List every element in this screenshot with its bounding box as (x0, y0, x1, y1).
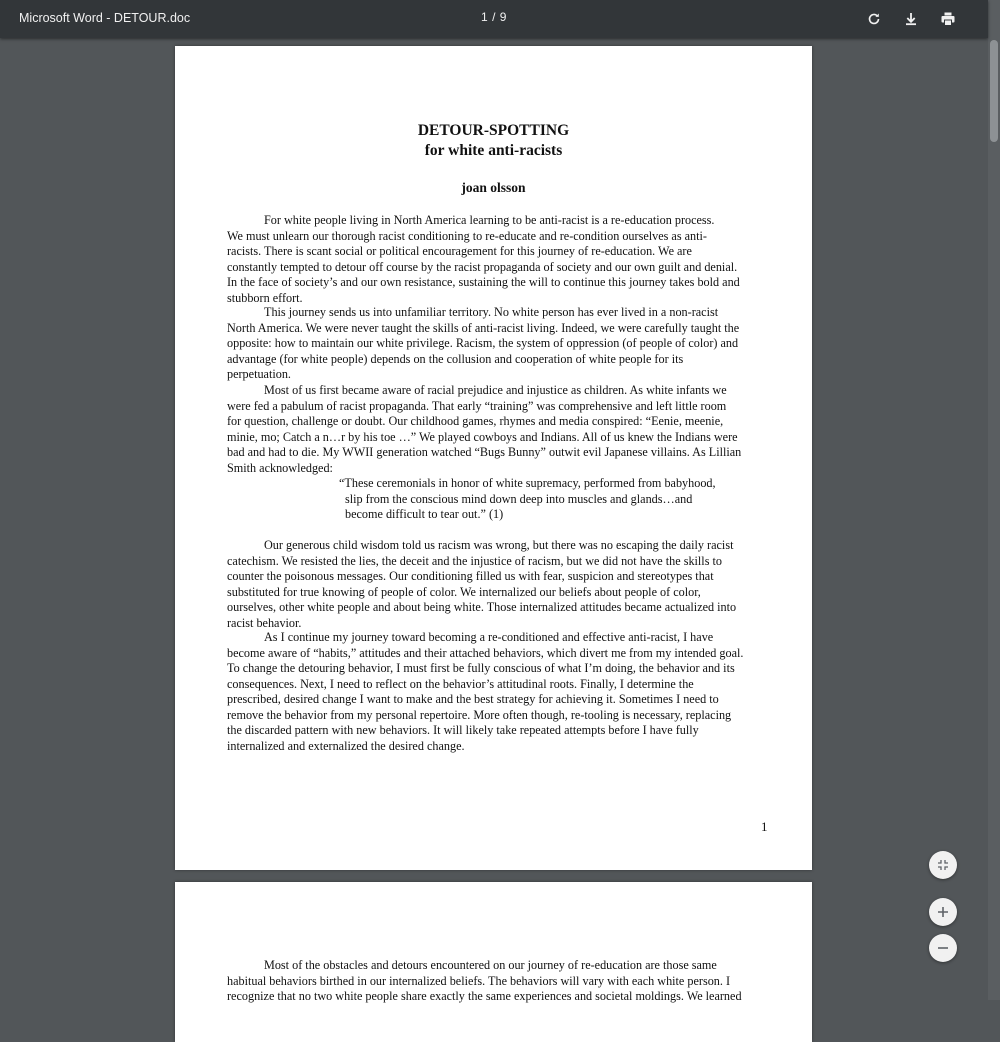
document-subheading: for white anti-racists (424, 142, 563, 159)
text-line: racist behavior. (227, 615, 302, 630)
download-icon (903, 11, 919, 27)
document-heading: DETOUR-SPOTTING (417, 122, 570, 139)
document-page-1 (175, 46, 812, 870)
text-line: were fed a pabulum of racist propaganda. That early “training” was comprehensive and left little room (227, 398, 727, 413)
zoom-out-button[interactable] (929, 934, 957, 962)
block-quote (339, 476, 769, 523)
text-line: Smith acknowledged: (227, 460, 333, 475)
rotate-button[interactable] (861, 6, 887, 32)
text-line: Most of us first became aware of racial prejudice and injustice as children. As white infants we (264, 383, 727, 397)
text-line: perpetuation. (227, 367, 291, 381)
document-page-2 (175, 882, 812, 1042)
paragraph-2 (227, 305, 772, 383)
pdf-toolbar (0, 0, 988, 38)
paragraph-1 (227, 213, 772, 306)
vertical-scrollbar[interactable] (988, 0, 1000, 1000)
text-line: become difficult to tear out.” (1) (345, 507, 504, 521)
zoom-in-button[interactable] (929, 898, 957, 926)
paragraph-3 (227, 383, 772, 476)
text-line: stubborn effort. (227, 290, 303, 305)
page2-paragraph-1 (227, 958, 772, 1005)
print-icon (940, 11, 956, 27)
text-line: counter the poisonous messages. Our conditioning filled us with fear, suspicion and stereotypes that (227, 569, 714, 583)
text-line: constantly tempted to detour off course by the racist propaganda of society and our own guilt and denial. (227, 259, 738, 274)
paragraph-5 (227, 630, 772, 754)
text-line: Most of the obstacles and detours encountered on our journey of re-education are those same (264, 958, 717, 972)
rotate-icon (866, 11, 882, 27)
author-name: joan olsson (461, 180, 526, 195)
text-line: slip from the conscious mind down deep into muscles and glands…and (345, 491, 693, 506)
page-separator: / (492, 10, 496, 24)
text-line: In the face of society’s and our own resistance, sustaining the will to continue this journey takes bold and (227, 275, 740, 289)
text-line: habitual behaviors birthed in our internalized beliefs. The behaviors will vary with each white person. I (227, 973, 731, 988)
fit-to-page-button[interactable] (929, 851, 957, 879)
text-line: “These ceremonials in honor of white supremacy, performed from babyhood, (339, 476, 716, 490)
paragraph-4 (227, 538, 772, 631)
text-line: recognize that no two white people share exactly the same experiences and societal moldings. We learned (227, 989, 742, 1003)
text-line: racists. There is scant social or political encouragement for this journey of re-education. We are (227, 244, 692, 258)
text-line: For white people living in North America learning to be anti-racist is a re-education process. (264, 213, 715, 227)
page-number: 1 (761, 819, 768, 834)
text-line: prescribed, desired change I want to make and the best strategy for achieving it. Sometimes I need to (227, 692, 719, 706)
text-line: opposite: how to maintain our white privilege. Racism, the system of oppression (of people of color) and (227, 336, 739, 350)
page-indicator (470, 10, 518, 24)
text-line: internalized and externalized the desired change. (227, 738, 465, 753)
text-line: remove the behavior from my personal repertoire. More often though, re-tooling is necessary, replacing (227, 707, 732, 722)
text-line: bad and had to die. My WWII generation watched “Bugs Bunny” outwit evil Japanese villains. As Lillian (227, 445, 742, 459)
zoom-out-icon (937, 942, 949, 954)
fit-to-page-icon (937, 859, 949, 871)
text-line: North America. We were never taught the skills of anti-racist living. Indeed, we were carefully taught the (227, 320, 740, 335)
text-line: As I continue my journey toward becoming a re-conditioned and effective anti-racist, I have (264, 630, 714, 644)
text-line: substituted for true knowing of people of color. We internalized our beliefs about people of color, (227, 584, 701, 599)
text-line: Our generous child wisdom told us racism was wrong, but there was no escaping the daily racist (264, 538, 734, 552)
text-line: ourselves, other white people and about being white. Those internalized attitudes became actualized into (227, 600, 737, 614)
text-line: the discarded pattern with new behaviors. It will likely take repeated attempts before I have fully (227, 723, 699, 737)
zoom-in-icon (937, 906, 949, 918)
total-pages: 9 (499, 10, 507, 24)
text-line: We must unlearn our thorough racist conditioning to re-educate and re-condition ourselves as anti- (227, 228, 707, 243)
text-line: consequences. Next, I need to reflect on the behavior’s attitudinal roots. Finally, I determine the (227, 676, 694, 691)
document-title: Microsoft Word - DETOUR.doc (19, 11, 191, 25)
text-line: minie, mo; Catch a n…r by his toe …” We played cowboys and Indians. All of us knew the Indians were (227, 429, 738, 444)
scrollbar-thumb[interactable] (990, 40, 998, 142)
text-line: become aware of “habits,” attitudes and their attached behaviors, which divert me from my intended goal. (227, 645, 744, 660)
text-line: for question, challenge or doubt. Our childhood games, rhymes and media conspired: “Eenie, meenie, (227, 414, 724, 428)
text-line: advantage (for white people) depends on the collusion and cooperation of white people for its (227, 351, 684, 366)
text-line: This journey sends us into unfamiliar territory. No white person has ever lived in a non-racist (264, 305, 719, 319)
print-button[interactable] (935, 6, 961, 32)
download-button[interactable] (898, 6, 924, 32)
text-line: To change the detouring behavior, I must first be fully conscious of what I’m doing, the behavior and its (227, 661, 735, 675)
current-page-number[interactable]: 1 (481, 10, 489, 24)
text-line: catechism. We resisted the lies, the deceit and the injustice of racism, but we did not have the skills to (227, 553, 722, 568)
